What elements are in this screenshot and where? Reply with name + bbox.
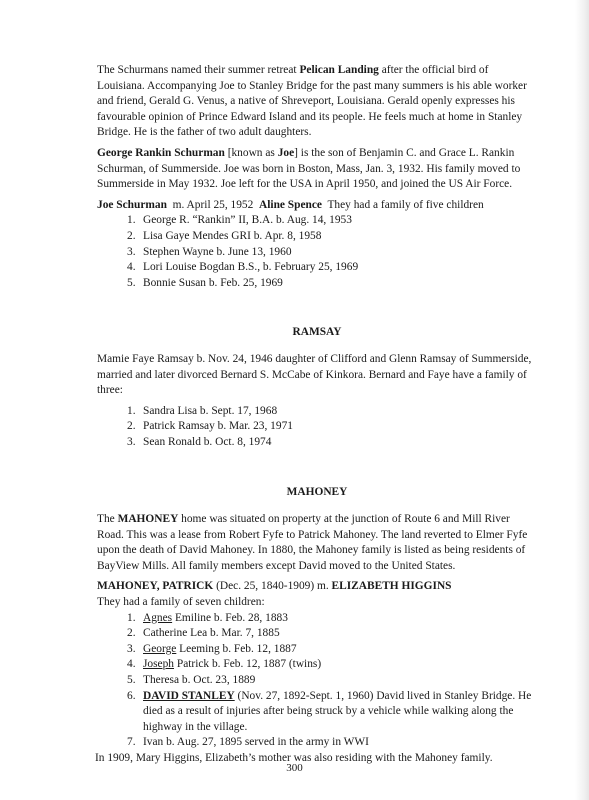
child-details: Ivan b. Aug. 27, 1895 served in the army in WWI (143, 736, 369, 749)
text-run: [known as (224, 146, 278, 159)
mahoney-children-list (97, 611, 537, 751)
child-details: George R. “Rankin” II, B.A. b. Aug. 14, 1953 (143, 214, 352, 227)
child-details: Lisa Gaye Mendes GRI b. Apr. 8, 1958 (143, 229, 322, 242)
list-item (97, 404, 537, 420)
text-run: m. April 25, 1952 (166, 198, 260, 211)
person-name: MAHONEY, PATRICK (97, 580, 214, 593)
nickname: Joe (277, 146, 295, 159)
list-number: 2. (127, 627, 136, 640)
family-name: MAHONEY (117, 513, 179, 526)
list-number: 3. (127, 435, 136, 448)
child-details: (Nov. 27, 1892-Sept. 1, 1960) David lived in Stanley Bridge. He died as a result of injuries after being struck by a vehicle while walking along the highway in the village. (143, 689, 532, 733)
list-number: 1. (127, 214, 136, 227)
list-item (97, 689, 537, 736)
intro-paragraph-2 (97, 146, 537, 193)
schurman-marriage-line (97, 198, 537, 214)
child-name: Joseph (143, 658, 175, 671)
child-details: Patrick b. Feb. 12, 1887 (twins) (174, 658, 322, 671)
intro-paragraph-1 (97, 63, 537, 141)
person-name: Joe Schurman (97, 198, 167, 211)
mahoney-paragraph (97, 512, 537, 574)
list-number: 5. (127, 276, 136, 289)
ramsay-children-list (97, 404, 537, 451)
child-name: George (143, 642, 177, 655)
list-item (97, 229, 537, 245)
child-name: Agnes (143, 611, 173, 624)
text-run: home was situated on property at the junction of Route 6 and Mill River Road. This was a lease from Robert Fyfe to Patrick Mahoney. The land reverted to Elmer Fyfe upon the death of David Mahoney. In 1880, the Mahoney family is listed as being residents of BayView Mills. All family members except David moved to the United States. (97, 513, 528, 572)
list-item (97, 419, 537, 435)
text-run: The Schurmans named their summer retreat (97, 64, 300, 76)
list-number: 6. (127, 689, 136, 702)
list-item (97, 673, 537, 689)
text-run: The (97, 513, 118, 526)
text-run: They had a family of five children (321, 198, 484, 211)
pelican-landing-name: Pelican Landing (299, 64, 379, 76)
list-item (97, 657, 537, 673)
list-number: 1. (127, 611, 136, 624)
child-details: Catherine Lea b. Mar. 7, 1885 (143, 627, 280, 640)
list-number: 4. (127, 658, 136, 671)
child-details: Lori Louise Bogdan B.S., b. February 25, 1969 (143, 261, 359, 274)
list-number: 1. (127, 404, 136, 417)
list-item (97, 735, 537, 751)
spouse-name: ELIZABETH HIGGINS (331, 580, 452, 593)
mahoney-closing: In 1909, Mary Higgins, Elizabeth’s mother was also residing with the Mahoney family. (95, 751, 493, 764)
list-item (97, 245, 537, 261)
list-number: 2. (127, 420, 136, 433)
ramsay-paragraph: Mamie Faye Ramsay b. Nov. 24, 1946 daughter of Clifford and Glenn Ramsay of Summerside, married and later divorced Bernard S. McCabe of Kinkora. Bernard and Faye have a family of three: (97, 352, 532, 397)
ramsay-heading: RAMSAY (292, 326, 342, 339)
list-number: 3. (127, 642, 136, 655)
list-item (97, 276, 537, 292)
spouse-name: Aline Spence (259, 198, 322, 211)
list-item (97, 260, 537, 276)
child-details: Patrick Ramsay b. Mar. 23, 1971 (143, 420, 293, 433)
list-item (97, 642, 537, 658)
child-details: Leeming b. Feb. 12, 1887 (176, 642, 297, 655)
child-details: Theresa b. Oct. 23, 1889 (143, 674, 256, 686)
child-details: Sandra Lisa b. Sept. 17, 1968 (143, 404, 278, 417)
list-item (97, 435, 537, 451)
page-number: 300 (286, 762, 303, 774)
list-number: 2. (127, 229, 136, 242)
child-details: Stephen Wayne b. June 13, 1960 (143, 245, 292, 258)
list-item (97, 611, 537, 627)
text-run: ] is the son of Benjamin C. and Grace L. Rankin Schurman, of Summerside. Joe was born in Boston, Mass, Jan. 3, 1932. His family moved to Summerside in May 1932. Joe left for the USA in April 1950, and joined the US Air Force. (97, 146, 521, 191)
list-number: 5. (127, 674, 136, 686)
child-name: DAVID STANLEY (143, 689, 235, 702)
schurman-children-list (97, 213, 537, 291)
mahoney-heading: MAHONEY (286, 486, 348, 499)
mahoney-marriage-line (97, 579, 537, 595)
child-details: Bonnie Susan b. Feb. 25, 1969 (143, 276, 283, 289)
list-number: 7. (127, 736, 136, 749)
person-name: George Rankin Schurman (97, 146, 225, 159)
child-details: Emiline b. Feb. 28, 1883 (172, 611, 288, 624)
document-page (97, 63, 537, 767)
list-item (97, 626, 537, 642)
list-number: 4. (127, 261, 136, 274)
scan-edge-shadow (575, 0, 589, 800)
list-item (97, 213, 537, 229)
list-number: 3. (127, 245, 136, 258)
child-details: Sean Ronald b. Oct. 8, 1974 (143, 435, 272, 448)
text-run: (Dec. 25, 1840-1909) m. (213, 580, 332, 593)
mahoney-family-line: They had a family of seven children: (97, 596, 265, 609)
text-run: after the official bird of Louisiana. Accompanying Joe to Stanley Bridge for the past many summers is his able worker and friend, Gerald G. Venus, a native of Shreveport, Louisiana. Gerald openly expresses his favourable opinion of Prince Edward Island and its people. He feels much at home in Stanley Bridge. He is the father of two adult daughters. (97, 64, 527, 139)
